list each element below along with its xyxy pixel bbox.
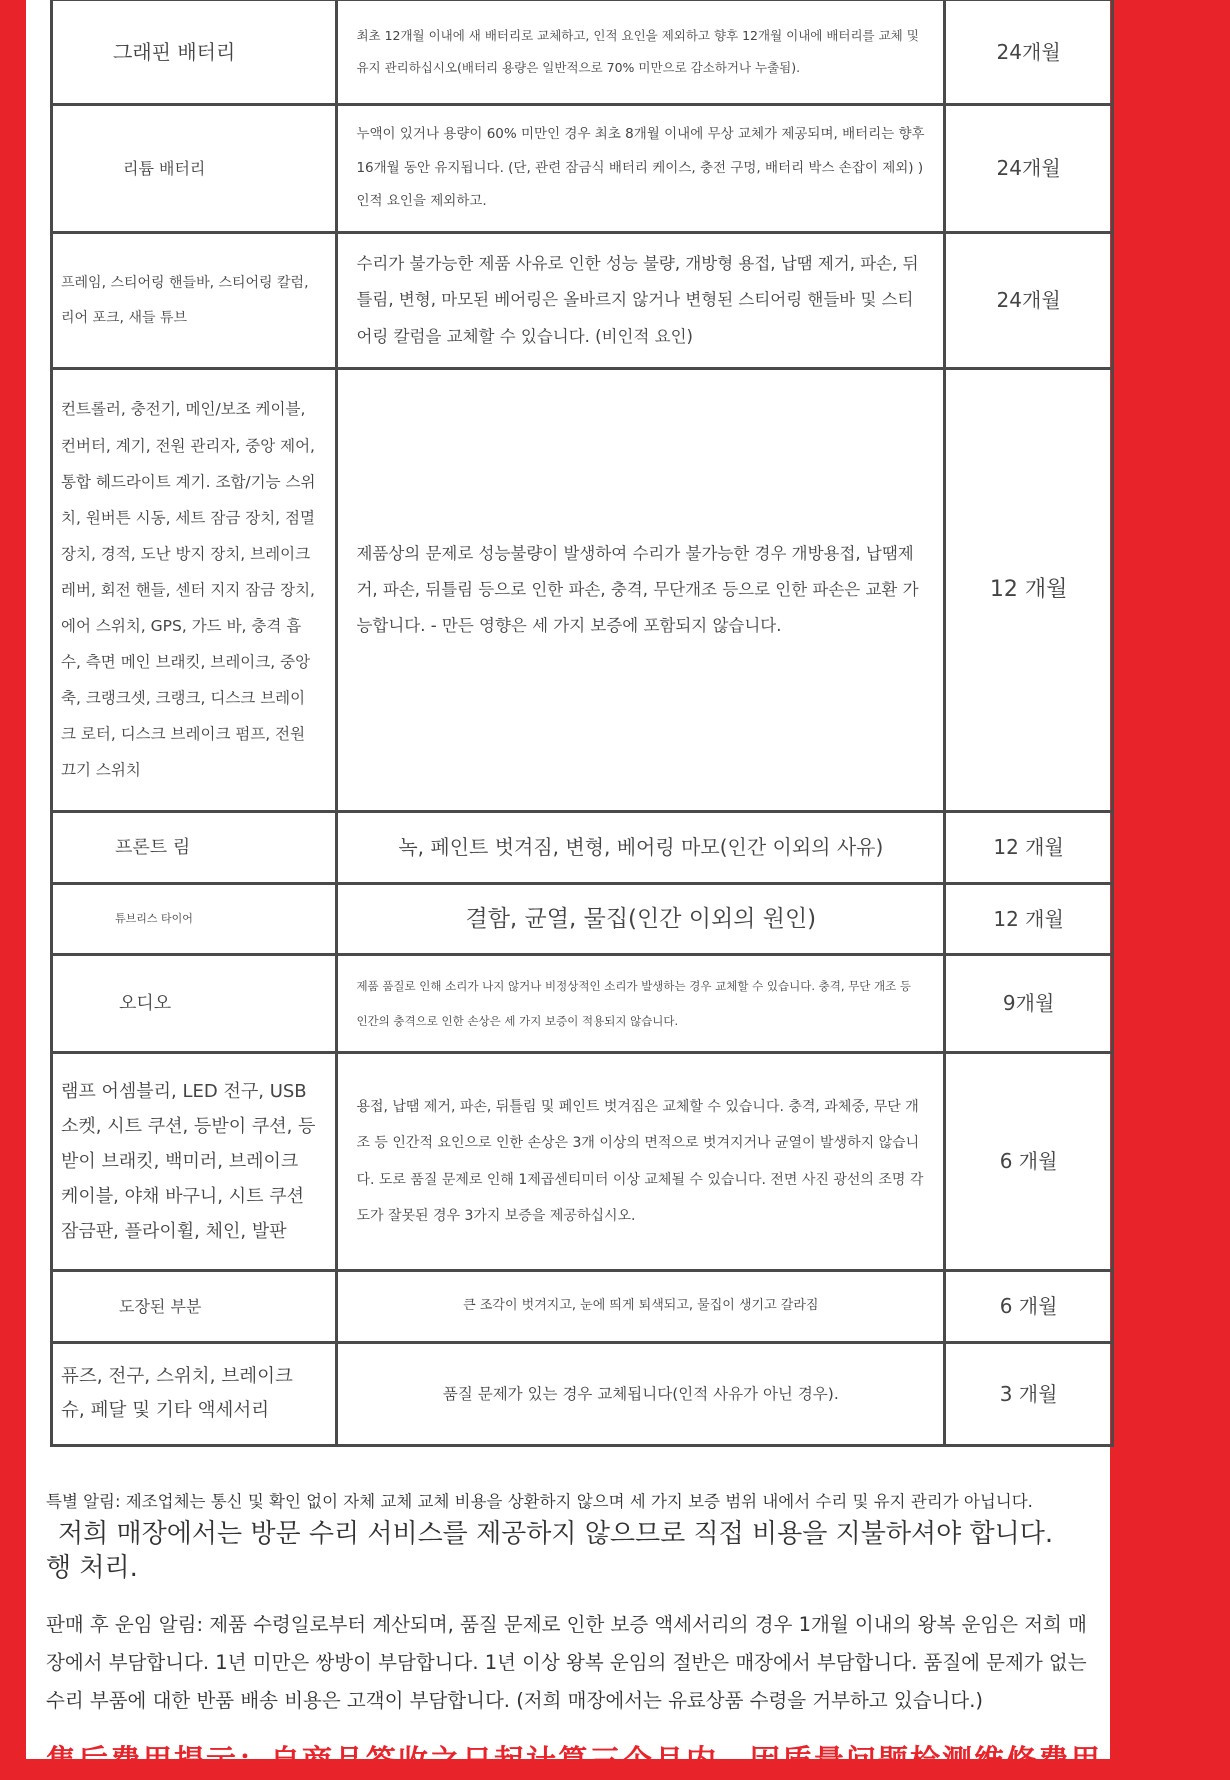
warranty-period: 12 개월 xyxy=(945,884,1113,955)
warranty-period: 12 개월 xyxy=(945,369,1113,812)
warranty-period: 24개월 xyxy=(945,105,1113,233)
warranty-period: 6 개월 xyxy=(945,1271,1113,1343)
special-notice: 특별 알림: 제조업체는 통신 및 확인 없이 자체 교체 교체 비용을 상환하지 않으며 세 가지 보증 범위 내에서 수리 및 유지 관리가 아닙니다. xyxy=(46,1492,1033,1511)
notes-section xyxy=(46,1488,1230,1780)
store-notice-continued: 행 처리. xyxy=(46,1552,138,1583)
table-row xyxy=(52,1343,1113,1446)
warranty-description: 누액이 있거나 용량이 60% 미만인 경우 최초 8개월 이내에 무상 교체가 제공되며, 배터리는 향후 16개월 동안 유지됩니다. (단, 관련 잠금식 배터리 케이스, 충전 구멍, 배터리 박스 손잡이 제외) ) 인적 요인을 제외하고. xyxy=(337,105,945,233)
part-name: 램프 어셈블리, LED 전구, USB 소켓, 시트 쿠션, 등받이 쿠션, 등받이 브래킷, 백미러, 브레이크 케이블, 야채 바구니, 시트 쿠션 잠금판, 플라이휠, 체인, 발판 xyxy=(52,1053,337,1271)
warranty-table xyxy=(50,0,1114,1447)
warranty-period: 24개월 xyxy=(945,233,1113,369)
table-row xyxy=(52,105,1113,233)
warranty-description: 녹, 페인트 벗겨짐, 변형, 베어링 마모(인간 이외의 사유) xyxy=(337,812,945,884)
warranty-period: 3 개월 xyxy=(945,1343,1113,1446)
warranty-description: 큰 조각이 벗겨지고, 눈에 띄게 퇴색되고, 물집이 생기고 갈라짐 xyxy=(337,1271,945,1343)
part-name: 프레임, 스티어링 핸들바, 스티어링 칼럼, 리어 포크, 새들 튜브 xyxy=(52,233,337,369)
store-notice: 저희 매장에서는 방문 수리 서비스를 제공하지 않으므로 직접 비용을 지불하셔야 합니다. xyxy=(58,1519,1054,1549)
warranty-period: 12 개월 xyxy=(945,812,1113,884)
part-name: 퓨즈, 전구, 스위치, 브레이크 슈, 페달 및 기타 액세서리 xyxy=(52,1343,337,1446)
table-row xyxy=(52,0,1113,105)
part-name: 리튬 배터리 xyxy=(52,105,337,233)
table-row xyxy=(52,812,1113,884)
warranty-description: 수리가 불가능한 제품 사유로 인한 성능 불량, 개방형 용접, 납땜 제거, 파손, 뒤틀림, 변형, 마모된 베어링은 올바르지 않거나 변형된 스티어링 핸들바 및 스티어링 칼럼을 교체할 수 있습니다. (비인적 요인) xyxy=(337,233,945,369)
part-name: 그래핀 배터리 xyxy=(52,0,337,105)
cost-tip-heading: 售后费用提示：自商品签收之日起计算三个月内，因质量问题检测维修费用，我们商 xyxy=(46,1743,1230,1779)
warranty-description: 제품 품질로 인해 소리가 나지 않거나 비정상적인 소리가 발생하는 경우 교체할 수 있습니다. 충격, 무단 개조 등 인간의 충격으로 인한 손상은 세 가지 보증이 적용되지 않습니다. xyxy=(337,955,945,1053)
table-row xyxy=(52,369,1113,812)
warranty-description: 품질 문제가 있는 경우 교체됩니다(인적 사유가 아닌 경우). xyxy=(337,1343,945,1446)
part-name: 프론트 림 xyxy=(52,812,337,884)
shipping-notice: 판매 후 운임 알림: 제품 수령일로부터 계산되며, 품질 문제로 인한 보증 액세서리의 경우 1개월 이내의 왕복 운임은 저희 매장에서 부담합니다. 1년 미만은 쌍방이 부담합니다. 1년 이상 왕복 운임의 절반은 매장에서 부담합니다. 품질에 문제가 없는 수리 부품에 대한 반품 배송 비용은 고객이 부담합니다. (저희 매장에서는 유료상품 수령을 거부하고 있습니다.) xyxy=(46,1612,1087,1712)
warranty-description: 제품상의 문제로 성능불량이 발생하여 수리가 불가능한 경우 개방용접, 납땜제거, 파손, 뒤틀림 등으로 인한 파손, 충격, 무단개조 등으로 인한 파손은 교환 가능합니다. - 만든 영향은 세 가지 보증에 포함되지 않습니다. xyxy=(337,369,945,812)
warranty-description: 용접, 납땜 제거, 파손, 뒤틀림 및 페인트 벗겨짐은 교체할 수 있습니다. 충격, 과체중, 무단 개조 등 인간적 요인으로 인한 손상은 3개 이상의 면적으로 벗겨지거나 균열이 발생하지 않습니다. 도로 품질 문제로 인해 1제곱센티미터 이상 교체될 수 있습니다. 전면 사진 광선의 조명 각도가 잘못된 경우 3가지 보증을 제공하십시오. xyxy=(337,1053,945,1271)
warranty-sheet xyxy=(26,0,1230,1779)
warranty-period: 24개월 xyxy=(945,0,1113,105)
part-name: 컨트롤러, 충전기, 메인/보조 케이블, 컨버터, 계기, 전원 관리자, 중앙 제어, 통합 헤드라이트 계기. 조합/기능 스위치, 원버튼 시동, 세트 잠금 장치, 점멸 장치, 경적, 도난 방지 장치, 브레이크 레버, 회전 핸들, 센터 지지 잠금 장치, 에어 스위치, GPS, 가드 바, 충격 흡수, 측면 메인 브래킷, 브레이크, 중앙 축, 크랭크셋, 크랭크, 디스크 브레이크 로터, 디스크 브레이크 펌프, 전원 끄기 스위치 xyxy=(52,369,337,812)
warranty-description: 결함, 균열, 물집(인간 이외의 원인) xyxy=(337,884,945,955)
table-row xyxy=(52,233,1113,369)
warranty-description: 최초 12개월 이내에 새 배터리로 교체하고, 인적 요인을 제외하고 향후 12개월 이내에 배터리를 교체 및 유지 관리하십시오(배터리 용량은 일반적으로 70% 미만으로 감소하거나 누출됨). xyxy=(337,0,945,105)
table-row xyxy=(52,1053,1113,1271)
table-row xyxy=(52,1271,1113,1343)
warranty-period: 6 개월 xyxy=(945,1053,1113,1271)
table-row xyxy=(52,955,1113,1053)
warranty-period: 9개월 xyxy=(945,955,1113,1053)
part-name: 도장된 부분 xyxy=(52,1271,337,1343)
table-row xyxy=(52,884,1113,955)
part-name: 튜브리스 타이어 xyxy=(52,884,337,955)
part-name: 오디오 xyxy=(52,955,337,1053)
